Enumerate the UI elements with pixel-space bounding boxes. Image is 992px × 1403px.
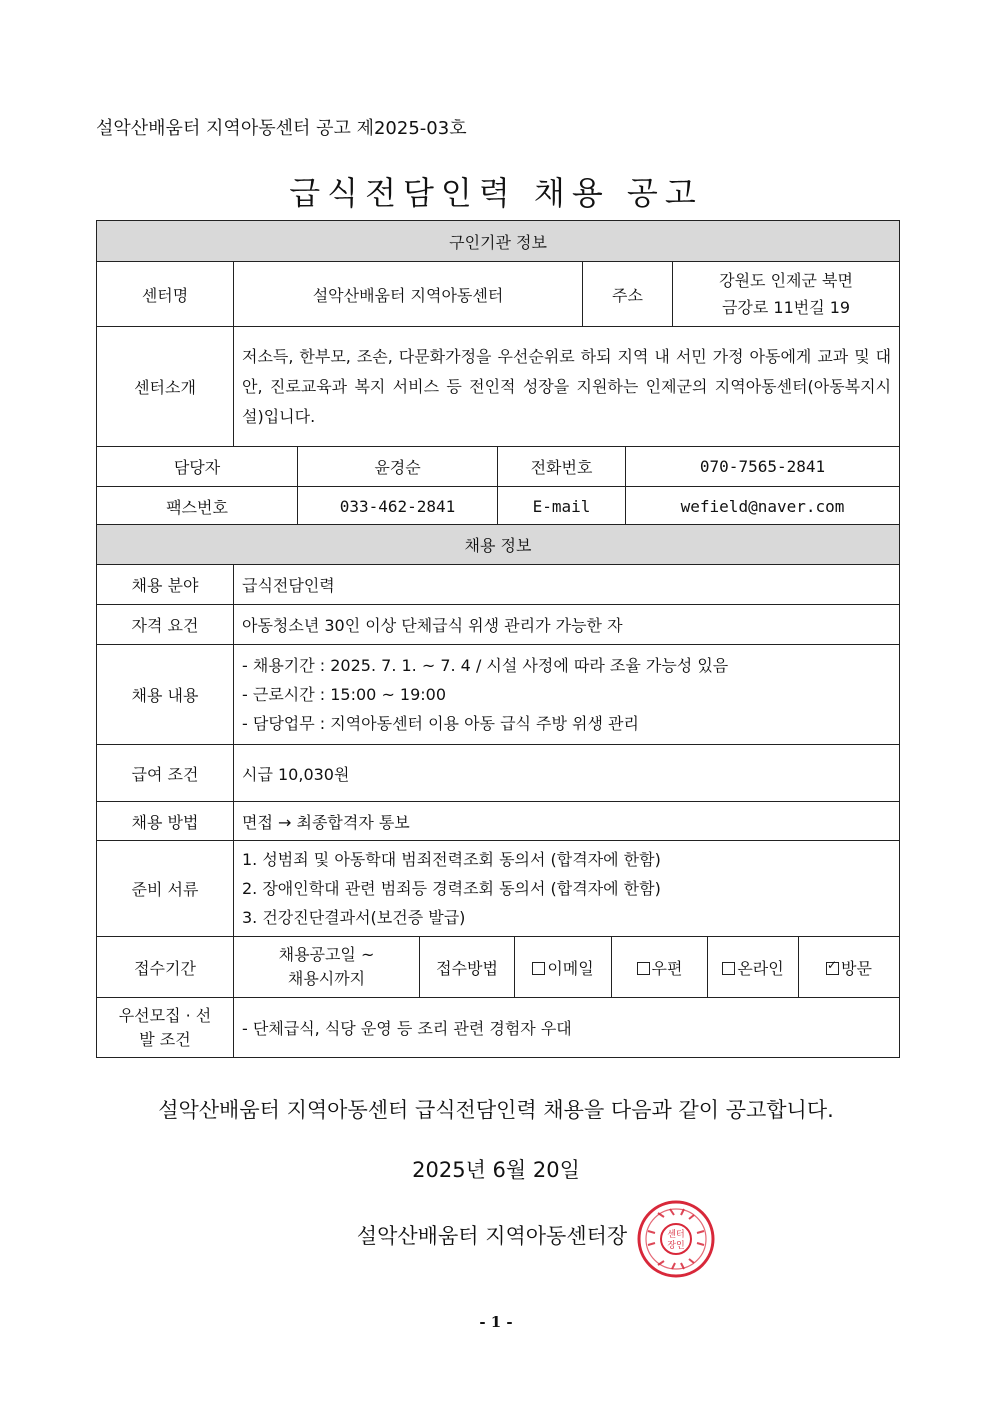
checkbox-mail[interactable] — [637, 962, 650, 975]
document-line: 3. 건강진단결과서(보건증 발급) — [242, 908, 466, 927]
address-line-2: 금강로 11번길 19 — [721, 298, 851, 317]
apply-option-label: 이메일 — [547, 958, 594, 978]
official-seal-icon — [636, 1199, 716, 1279]
period-value — [234, 937, 420, 998]
signatory: 설악산배움터 지역아동센터장 — [356, 1224, 628, 1248]
document-title: 급식전담인력 채용 공고 — [289, 174, 703, 212]
email-label: E-mail — [498, 487, 626, 526]
fax-label: 팩스번호 — [97, 487, 298, 526]
seal-text: 센터 — [667, 1230, 685, 1240]
fax-value: 033-462-2841 — [298, 487, 498, 526]
period-line-1: 채용공고일 ~ — [278, 945, 375, 964]
qualification-value: 아동청소년 30인 이상 단체급식 위생 관리가 가능한 자 — [234, 605, 900, 645]
period-line-2: 채용시까지 — [287, 969, 366, 988]
apply-method-label: 접수방법 — [420, 937, 515, 998]
center-name-value: 설악산배움터 지역아동센터 — [234, 262, 583, 327]
org-info-header: 구인기관 정보 — [97, 221, 900, 262]
documents-label: 준비 서류 — [97, 841, 234, 937]
priority-label-line-2: 발 조건 — [139, 1029, 191, 1049]
apply-option-label: 방문 — [841, 958, 872, 978]
document-line: 1. 성범죄 및 아동학대 범죄전력조회 동의서 (합격자에 한함) — [242, 850, 661, 869]
priority-value: - 단체급식, 식당 운영 등 조리 관련 경험자 우대 — [234, 998, 900, 1058]
org-info-table — [96, 220, 900, 526]
document-line: 2. 장애인학대 관련 범죄등 경력조회 동의서 (합격자에 한함) — [242, 879, 661, 898]
apply-option-label: 온라인 — [737, 958, 784, 978]
job-info-header: 채용 정보 — [97, 525, 900, 565]
intro-text: 저소득, 한부모, 조손, 다문화가정을 우선순위로 하되 지역 내 서민 가정 아동에게 교과 및 대안, 진로교육과 복지 서비스 등 전인적 성장을 지원하는 인제군의 지역아동센터(아동복지시설)입니다. — [234, 327, 900, 447]
phone-value: 070-7565-2841 — [626, 447, 900, 487]
pay-value: 시급 10,030원 — [234, 745, 900, 802]
contact-label: 담당자 — [97, 447, 298, 487]
seal-text: 장인 — [667, 1241, 685, 1251]
content-line: - 근로시간 : 15:00 ~ 19:00 — [242, 685, 447, 704]
job-info-table — [96, 524, 900, 1058]
page-number: - 1 - — [479, 1313, 513, 1331]
intro-label: 센터소개 — [97, 327, 234, 447]
address-line-1: 강원도 인제군 북면 — [719, 271, 853, 290]
center-name-label: 센터명 — [97, 262, 234, 327]
method-label: 채용 방법 — [97, 802, 234, 841]
checkbox-visit[interactable] — [826, 962, 839, 975]
closing-date: 2025년 6월 20일 — [412, 1158, 580, 1182]
content-line: - 채용기간 : 2025. 7. 1. ~ 7. 4 / 시설 사정에 따라 조율 가능성 있음 — [242, 656, 729, 675]
email-value: wefield@naver.com — [626, 487, 900, 526]
content-line: - 담당업무 : 지역아동센터 이용 아동 급식 주방 위생 관리 — [242, 714, 639, 733]
phone-label: 전화번호 — [498, 447, 626, 487]
apply-option-email[interactable] — [515, 937, 612, 998]
period-label: 접수기간 — [97, 937, 234, 998]
content-label: 채용 내용 — [97, 645, 234, 745]
checkbox-online[interactable] — [722, 962, 735, 975]
contact-value: 윤경순 — [298, 447, 498, 487]
apply-option-visit[interactable] — [799, 937, 900, 998]
apply-option-online[interactable] — [708, 937, 799, 998]
priority-label-line-1: 우선모집 · 선 — [118, 1005, 212, 1025]
documents-value — [234, 841, 900, 937]
address-value — [673, 262, 900, 327]
field-label: 채용 분야 — [97, 565, 234, 605]
apply-option-mail[interactable] — [612, 937, 708, 998]
method-value: 면접 → 최종합격자 통보 — [234, 802, 900, 841]
apply-option-label: 우편 — [651, 958, 683, 978]
content-value — [234, 645, 900, 745]
priority-label — [97, 998, 234, 1058]
closing-statement: 설악산배움터 지역아동센터 급식전담인력 채용을 다음과 같이 공고합니다. — [158, 1098, 834, 1122]
notice-number: 설악산배움터 지역아동센터 공고 제2025-03호 — [96, 118, 467, 139]
address-label: 주소 — [583, 262, 673, 327]
pay-label: 급여 조건 — [97, 745, 234, 802]
qualification-label: 자격 요건 — [97, 605, 234, 645]
checkbox-email[interactable] — [532, 962, 545, 975]
field-value: 급식전담인력 — [234, 565, 900, 605]
